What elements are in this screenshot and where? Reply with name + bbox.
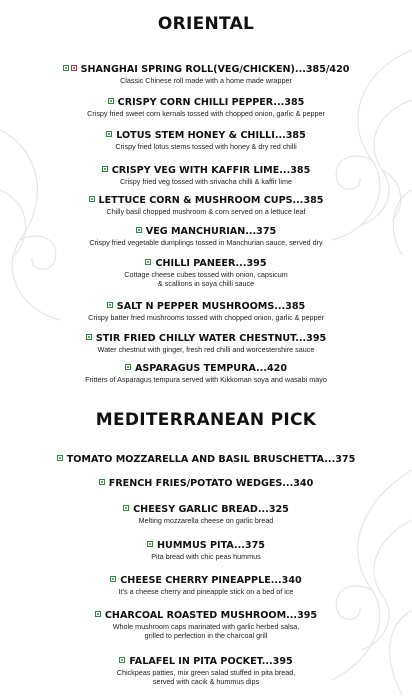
item-name: FALAFEL IN PITA POCKET...395 [129,656,293,667]
section-title-oriental: ORIENTAL [157,14,255,34]
menu-item [0,656,412,686]
item-description: Crispy fried vegetable dumplings tossed in Manchurian sauce, served dry [89,238,323,247]
menu-item [0,363,412,384]
item-description: Melting mozzarella cheese on garlic bread [138,516,274,525]
item-name: FRENCH FRIES/POTATO WEDGES...340 [108,478,314,489]
item-description: Cottage cheese cubes tossed with onion, capsicum [124,270,288,279]
item-description: & scallions in soya chilli sauce [157,279,255,288]
non-veg-mark-icon [71,65,77,71]
item-description: Crispy fried veg tossed with srivacha chilli & kaffir lime [119,177,293,186]
veg-mark-icon [145,259,151,265]
menu-item [0,333,412,354]
menu-item [0,97,412,118]
menu-item [0,195,412,216]
item-description: Crispy batter fried mushrooms tossed with chopped onion, garlic & pepper [88,313,324,322]
item-description: Whole mushroom caps marinated with garlic herbed salsa, [112,622,300,631]
item-description: Chilly basil chopped mushroom & corn served on a lettuce leaf [106,207,306,216]
item-name: SALT N PEPPER MUSHROOMS...385 [116,301,306,312]
item-name: HUMMUS PITA...375 [157,540,265,551]
veg-mark-icon [136,227,142,233]
veg-mark-icon [110,576,116,582]
menu-item [0,130,412,151]
veg-mark-icon [147,541,153,547]
menu-item [0,165,412,186]
menu-item [0,258,412,288]
item-description: grilled to perfection in the charcoal grill [144,631,268,640]
item-name: CHEESE CHERRY PINEAPPLE...340 [120,575,302,586]
veg-mark-icon [63,65,69,71]
section-title-mediterranean: MEDITERRANEAN PICK [95,410,317,430]
item-description: Water chestnut with ginger, fresh red chilli and worcestershire sauce [97,345,315,354]
menu-item [0,301,412,322]
item-description: Classic Chinese roll made with a home made wrapper [120,76,292,85]
menu-item [0,454,412,466]
veg-mark-icon [123,505,129,511]
item-name: TOMATO MOZZARELLA AND BASIL BRUSCHETTA...375 [66,454,356,465]
veg-mark-icon [86,334,92,340]
menu-item [0,575,412,596]
item-name: VEG MANCHURIAN...375 [145,226,277,237]
veg-mark-icon [125,364,131,370]
item-name: LOTUS STEM HONEY & CHILLI...385 [116,130,306,141]
veg-mark-icon [107,302,113,308]
menu-item [0,610,412,640]
item-description: Chickpeas patties, mix green salad stuffed in pita bread, [116,668,296,677]
item-name: LETTUCE CORN & MUSHROOM CUPS...385 [98,195,324,206]
veg-mark-icon [89,196,95,202]
item-description: It's a cheese cherry and pineapple stick on a bed of ice [118,587,294,596]
veg-mark-icon [99,479,105,485]
menu-item [0,540,412,561]
veg-mark-icon [106,131,112,137]
veg-mark-icon [119,657,125,663]
item-name: ASPARAGUS TEMPURA...420 [134,363,288,374]
item-name: CHARCOAL ROASTED MUSHROOM...395 [104,610,318,621]
item-description: Fritters of Asparagus tempura served with Kikkoman soya and wasabi mayo [85,375,327,384]
menu-item [0,226,412,247]
item-name: STIR FRIED CHILLY WATER CHESTNUT...395 [95,333,327,344]
menu-item [0,478,412,490]
item-name: SHANGHAI SPRING ROLL(VEG/CHICKEN)...385/420 [80,64,350,75]
veg-mark-icon [95,611,101,617]
item-name: CRISPY CORN CHILLI PEPPER...385 [117,97,305,108]
item-description: Pita bread with chic peas hummus [151,552,261,561]
menu-item [0,64,412,85]
item-name: CHEESY GARLIC BREAD...325 [133,504,289,515]
item-description: Crispy fried lotus stems tossed with honey & dry red chilli [115,142,297,151]
item-description: Crispy fried sweet corn kernals tossed with chopped onion, garlic & pepper [87,109,325,118]
item-description: served with cacik & hummus dips [152,677,260,686]
veg-mark-icon [108,98,114,104]
veg-mark-icon [57,455,63,461]
item-name: CHILLI PANEER...395 [155,258,267,269]
veg-mark-icon [102,166,108,172]
item-name: CRISPY VEG WITH KAFFIR LIME...385 [111,165,311,176]
menu-item [0,504,412,525]
